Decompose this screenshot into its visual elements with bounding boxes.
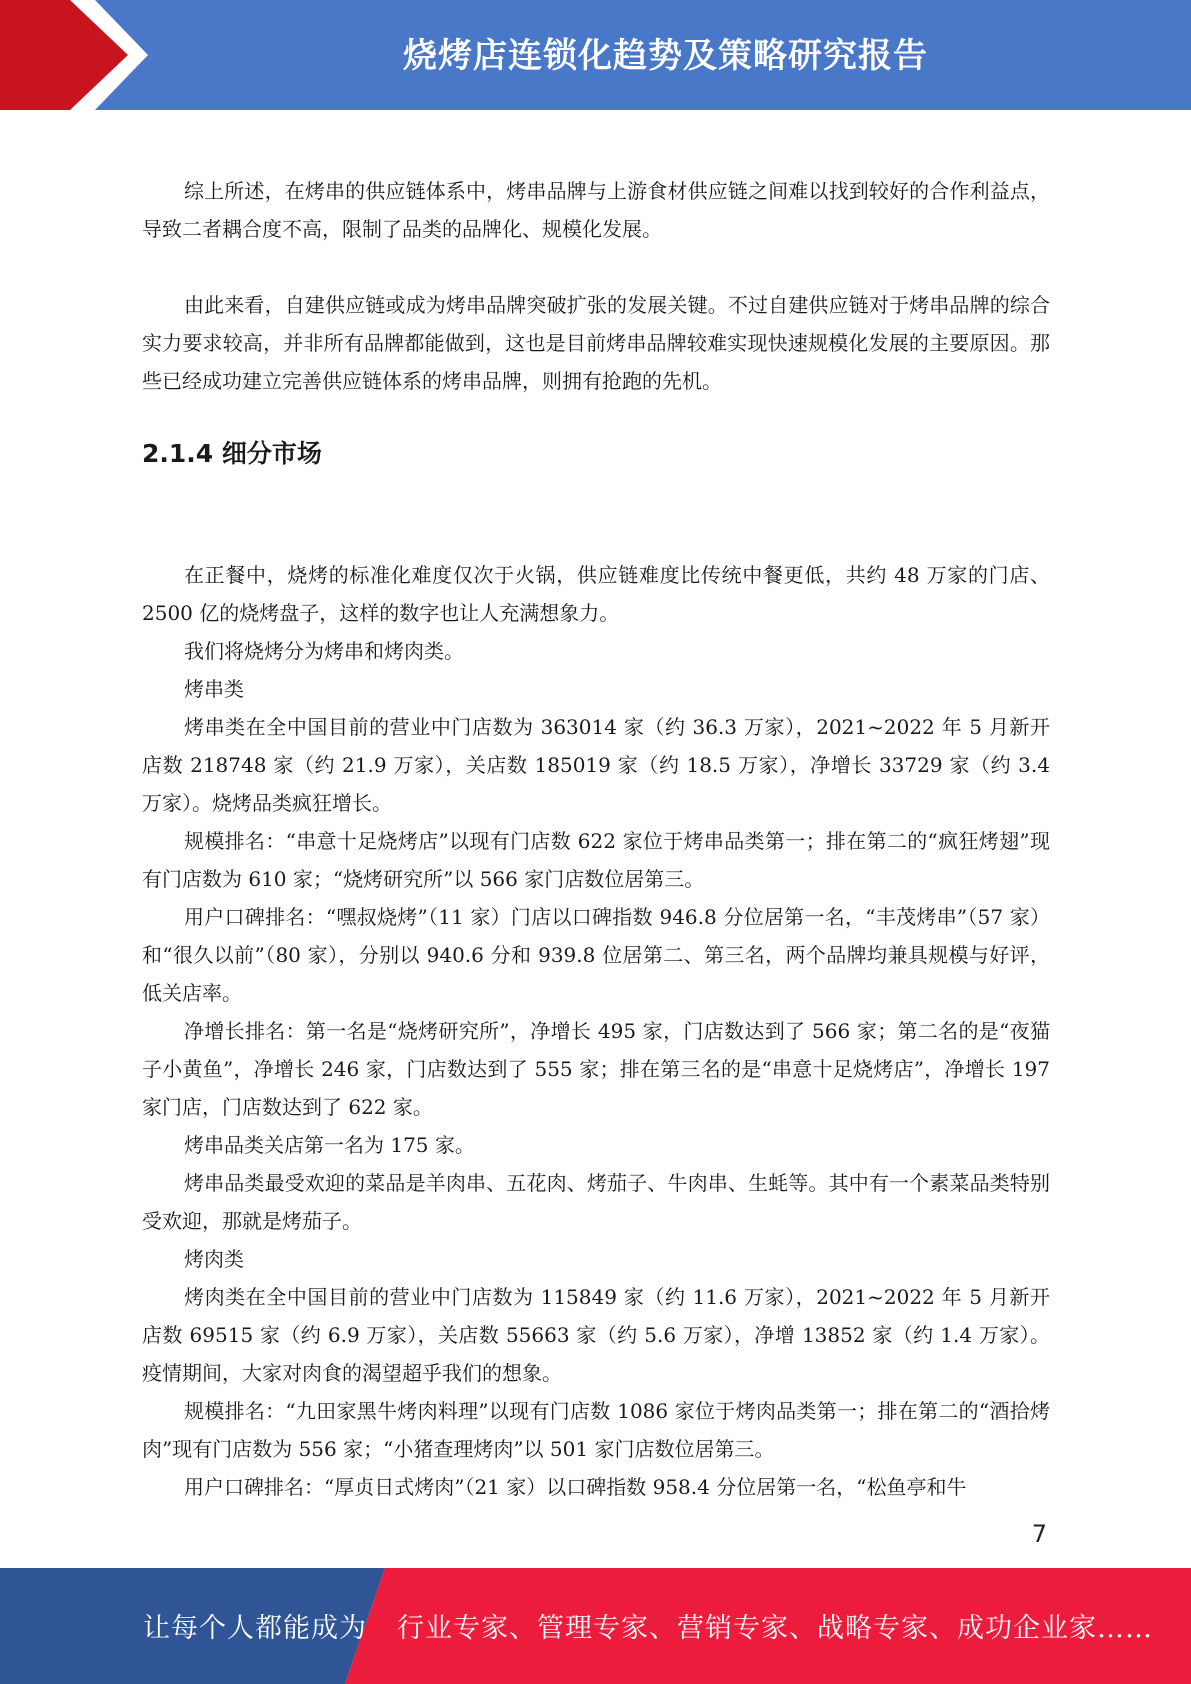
paragraph: 我们将烧烤分为烤串和烤肉类。 (184, 639, 464, 663)
footer-slogan-left: 让每个人都能成为 (143, 1613, 367, 1644)
paragraph: 用户口碑排名：“厚贞日式烤肉”（21 家）以口碑指数 958.4 分位居第一名，“松鱼亭和牛 (184, 1475, 967, 1499)
paragraph: 烤肉类在全中国目前的营业中门店数为 115849 家（约 11.6 万家），2021~2022 年 5 月新开店数 69515 家（约 6.9 万家），关店数 55663 家（约 5.6 万家），净增 13852 家（约 1.4 万家）。疫情期间，大家对肉食的渴望超乎我们的想象。 (142, 1285, 1050, 1385)
paragraph: 综上所述，在烤串的供应链体系中，烤串品牌与上游食材供应链之间难以找到较好的合作利益点，导致二者耦合度不高，限制了品类的品牌化、规模化发展。 (142, 179, 1050, 241)
paragraph: 用户口碑排名：“嘿叔烧烤”（11 家）门店以口碑指数 946.8 分位居第一名，“丰茂烤串”（57 家）和“很久以前”（80 家），分别以 940.6 分和 939.8 位居第二、第三名，两个品牌均兼具规模与好评，低关店率。 (142, 905, 1050, 1005)
footer-slogan-right: 行业专家、管理专家、营销专家、战略专家、成功企业家…… (397, 1613, 1153, 1644)
page-content (142, 172, 1050, 1506)
section-heading: 2.1.4 细分市场 (142, 439, 322, 468)
page-footer (0, 1568, 1191, 1684)
paragraph: 由此来看，自建供应链或成为烤串品牌突破扩张的发展关键。不过自建供应链对于烤串品牌的综合实力要求较高，并非所有品牌都能做到，这也是目前烤串品牌较难实现快速规模化发展的主要原因。那些已经成功建立完善供应链体系的烤串品牌，则拥有抢跑的先机。 (142, 293, 1050, 393)
paragraph: 烤串品类最受欢迎的菜品是羊肉串、五花肉、烤茄子、牛肉串、生蚝等。其中有一个素菜品类特别受欢迎，那就是烤茄子。 (142, 1171, 1050, 1233)
subsection-label: 烤肉类 (184, 1247, 244, 1271)
paragraph: 规模排名：“串意十足烧烤店”以现有门店数 622 家位于烤串品类第一；排在第二的“疯狂烤翅”现有门店数为 610 家；“烧烤研究所”以 566 家门店数位居第三。 (142, 829, 1050, 891)
page-number: 7 (1031, 1520, 1047, 1548)
report-title: 烧烤店连锁化趋势及策略研究报告 (403, 36, 928, 76)
paragraph: 规模排名：“九田家黑牛烤肉料理”以现有门店数 1086 家位于烤肉品类第一；排在第二的“酒拾烤肉”现有门店数为 556 家；“小猪查理烤肉”以 501 家门店数位居第三。 (142, 1399, 1050, 1461)
paragraph: 在正餐中，烧烤的标准化难度仅次于火锅，供应链难度比传统中餐更低，共约 48 万家的门店、2500 亿的烧烤盘子，这样的数字也让人充满想象力。 (142, 563, 1050, 625)
paragraph: 烤串品类关店第一名为 175 家。 (184, 1133, 475, 1157)
page-header (0, 0, 1191, 110)
paragraph: 净增长排名：第一名是“烧烤研究所”，净增长 495 家，门店数达到了 566 家；第二名的是“夜猫子小黄鱼”，净增长 246 家，门店数达到了 555 家；排在第三名的是“串意十足烧烤店”，净增长 197 家门店，门店数达到了 622 家。 (142, 1019, 1050, 1119)
paragraph: 烤串类在全中国目前的营业中门店数为 363014 家（约 36.3 万家），2021~2022 年 5 月新开店数 218748 家（约 21.9 万家），关店数 185019 家（约 18.5 万家），净增长 33729 家（约 3.4 万家）。烧烤品类疯狂增长。 (142, 715, 1050, 815)
subsection-label: 烤串类 (184, 677, 244, 701)
